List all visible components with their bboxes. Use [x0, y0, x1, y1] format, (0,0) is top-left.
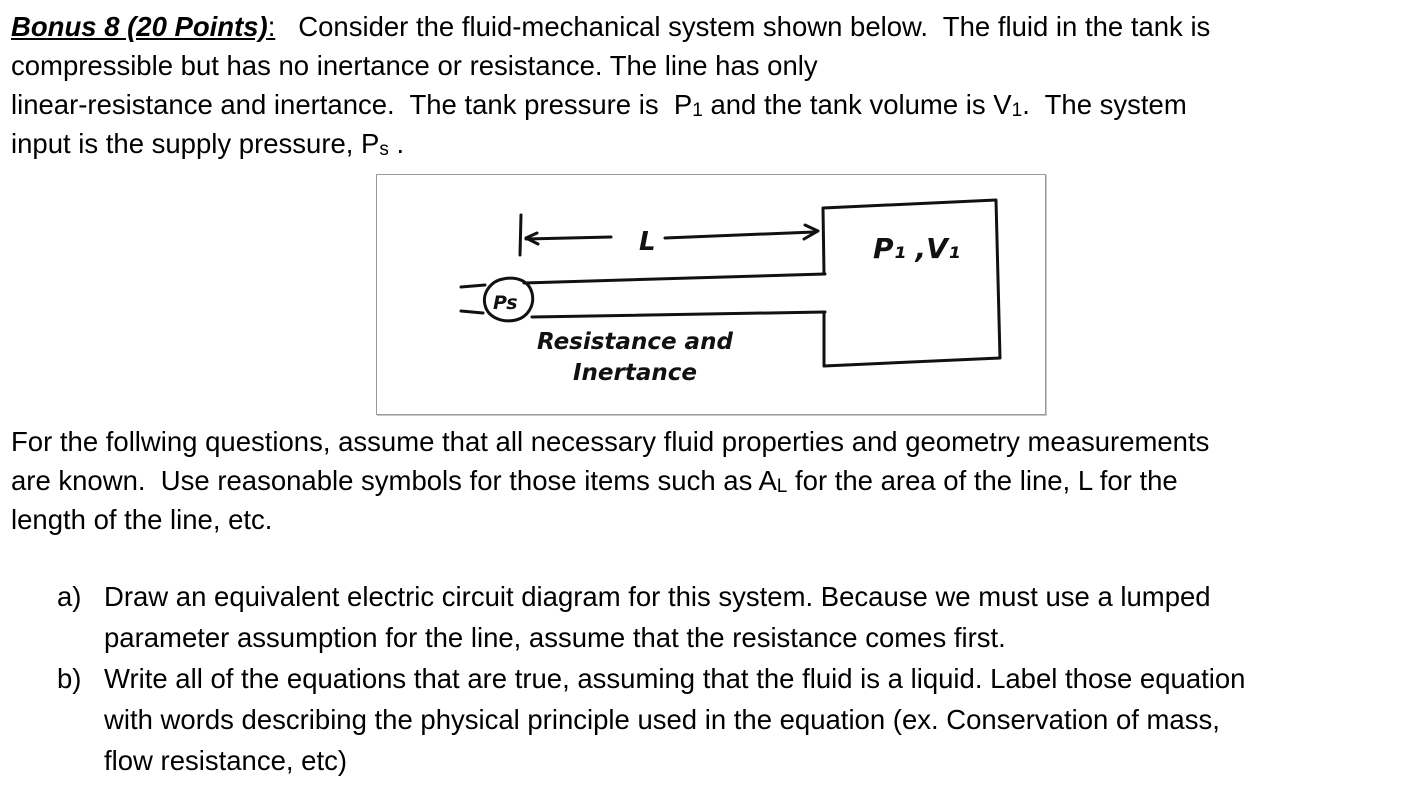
- question-b-line-1: Write all of the equations that are true, assuming that the fluid is a liquid. Label those equation: [104, 663, 1246, 694]
- inlet-stub-bottom: [461, 311, 483, 313]
- tank-wall: [823, 200, 1000, 366]
- intro-text-4b: .: [388, 128, 405, 159]
- pipe-bottom-wall: [532, 312, 825, 317]
- question-b-line-2: with words describing the physical principle used in the equation (ex. Conservation of mass,: [104, 704, 1220, 735]
- dimension-tick: [520, 215, 521, 255]
- length-label: L: [639, 227, 656, 257]
- body-line-3: length of the line, etc.: [11, 504, 273, 535]
- body-line-1: For the follwing questions, assume that all necessary fluid properties and geometry measurements: [11, 426, 1210, 457]
- subscript-2: 1: [1011, 100, 1023, 121]
- source-label: Ps: [493, 292, 518, 314]
- question-a-line-1: Draw an equivalent electric circuit diagram for this system. Because we must use a lumped: [104, 581, 1211, 612]
- intro-line-2: compressible but has no inertance or resistance. The line has only: [11, 50, 818, 81]
- dimension-right-line: [665, 232, 814, 238]
- question-b-line-3: flow resistance, etc): [104, 745, 348, 776]
- body-text-2a: are known. Use reasonable symbols for those items such as A: [11, 465, 777, 496]
- body-text-2b: for the area of the line, L for the: [787, 465, 1178, 496]
- subscript-s: s: [379, 139, 389, 160]
- intro-line-4: [11, 124, 404, 163]
- subscript-1: 1: [692, 100, 703, 121]
- problem-title: Bonus 8 (20 Points): [11, 11, 268, 42]
- intro-line-3: [11, 85, 1187, 124]
- intro-line-1: [11, 7, 1210, 46]
- question-a-label: a): [57, 581, 82, 612]
- intro-text-3c: . The system: [1022, 89, 1187, 120]
- dimension-left-line: [526, 237, 611, 239]
- question-b-label: b): [57, 663, 82, 694]
- body-line-2: [11, 461, 1178, 500]
- intro-text-1: Consider the fluid-mechanical system shown below. The fluid in the tank is: [275, 11, 1211, 42]
- system-sketch: [377, 175, 1045, 414]
- question-a-line-2: parameter assumption for the line, assume that the resistance comes first.: [104, 622, 1006, 653]
- title-colon: :: [267, 11, 276, 42]
- subscript-L: L: [776, 476, 788, 497]
- system-figure: [376, 174, 1046, 415]
- pipe-top-wall: [524, 274, 825, 283]
- intro-text-4a: input is the supply pressure, P: [11, 128, 380, 159]
- inlet-stub-top: [461, 285, 485, 287]
- tank-label: P₁ ,V₁: [873, 232, 961, 265]
- line-label-2: Inertance: [573, 360, 697, 386]
- intro-text-3b: and the tank volume is V: [702, 89, 1012, 120]
- line-label-1: Resistance and: [537, 329, 733, 355]
- intro-text-3a: linear-resistance and inertance. The tank pressure is P: [11, 89, 693, 120]
